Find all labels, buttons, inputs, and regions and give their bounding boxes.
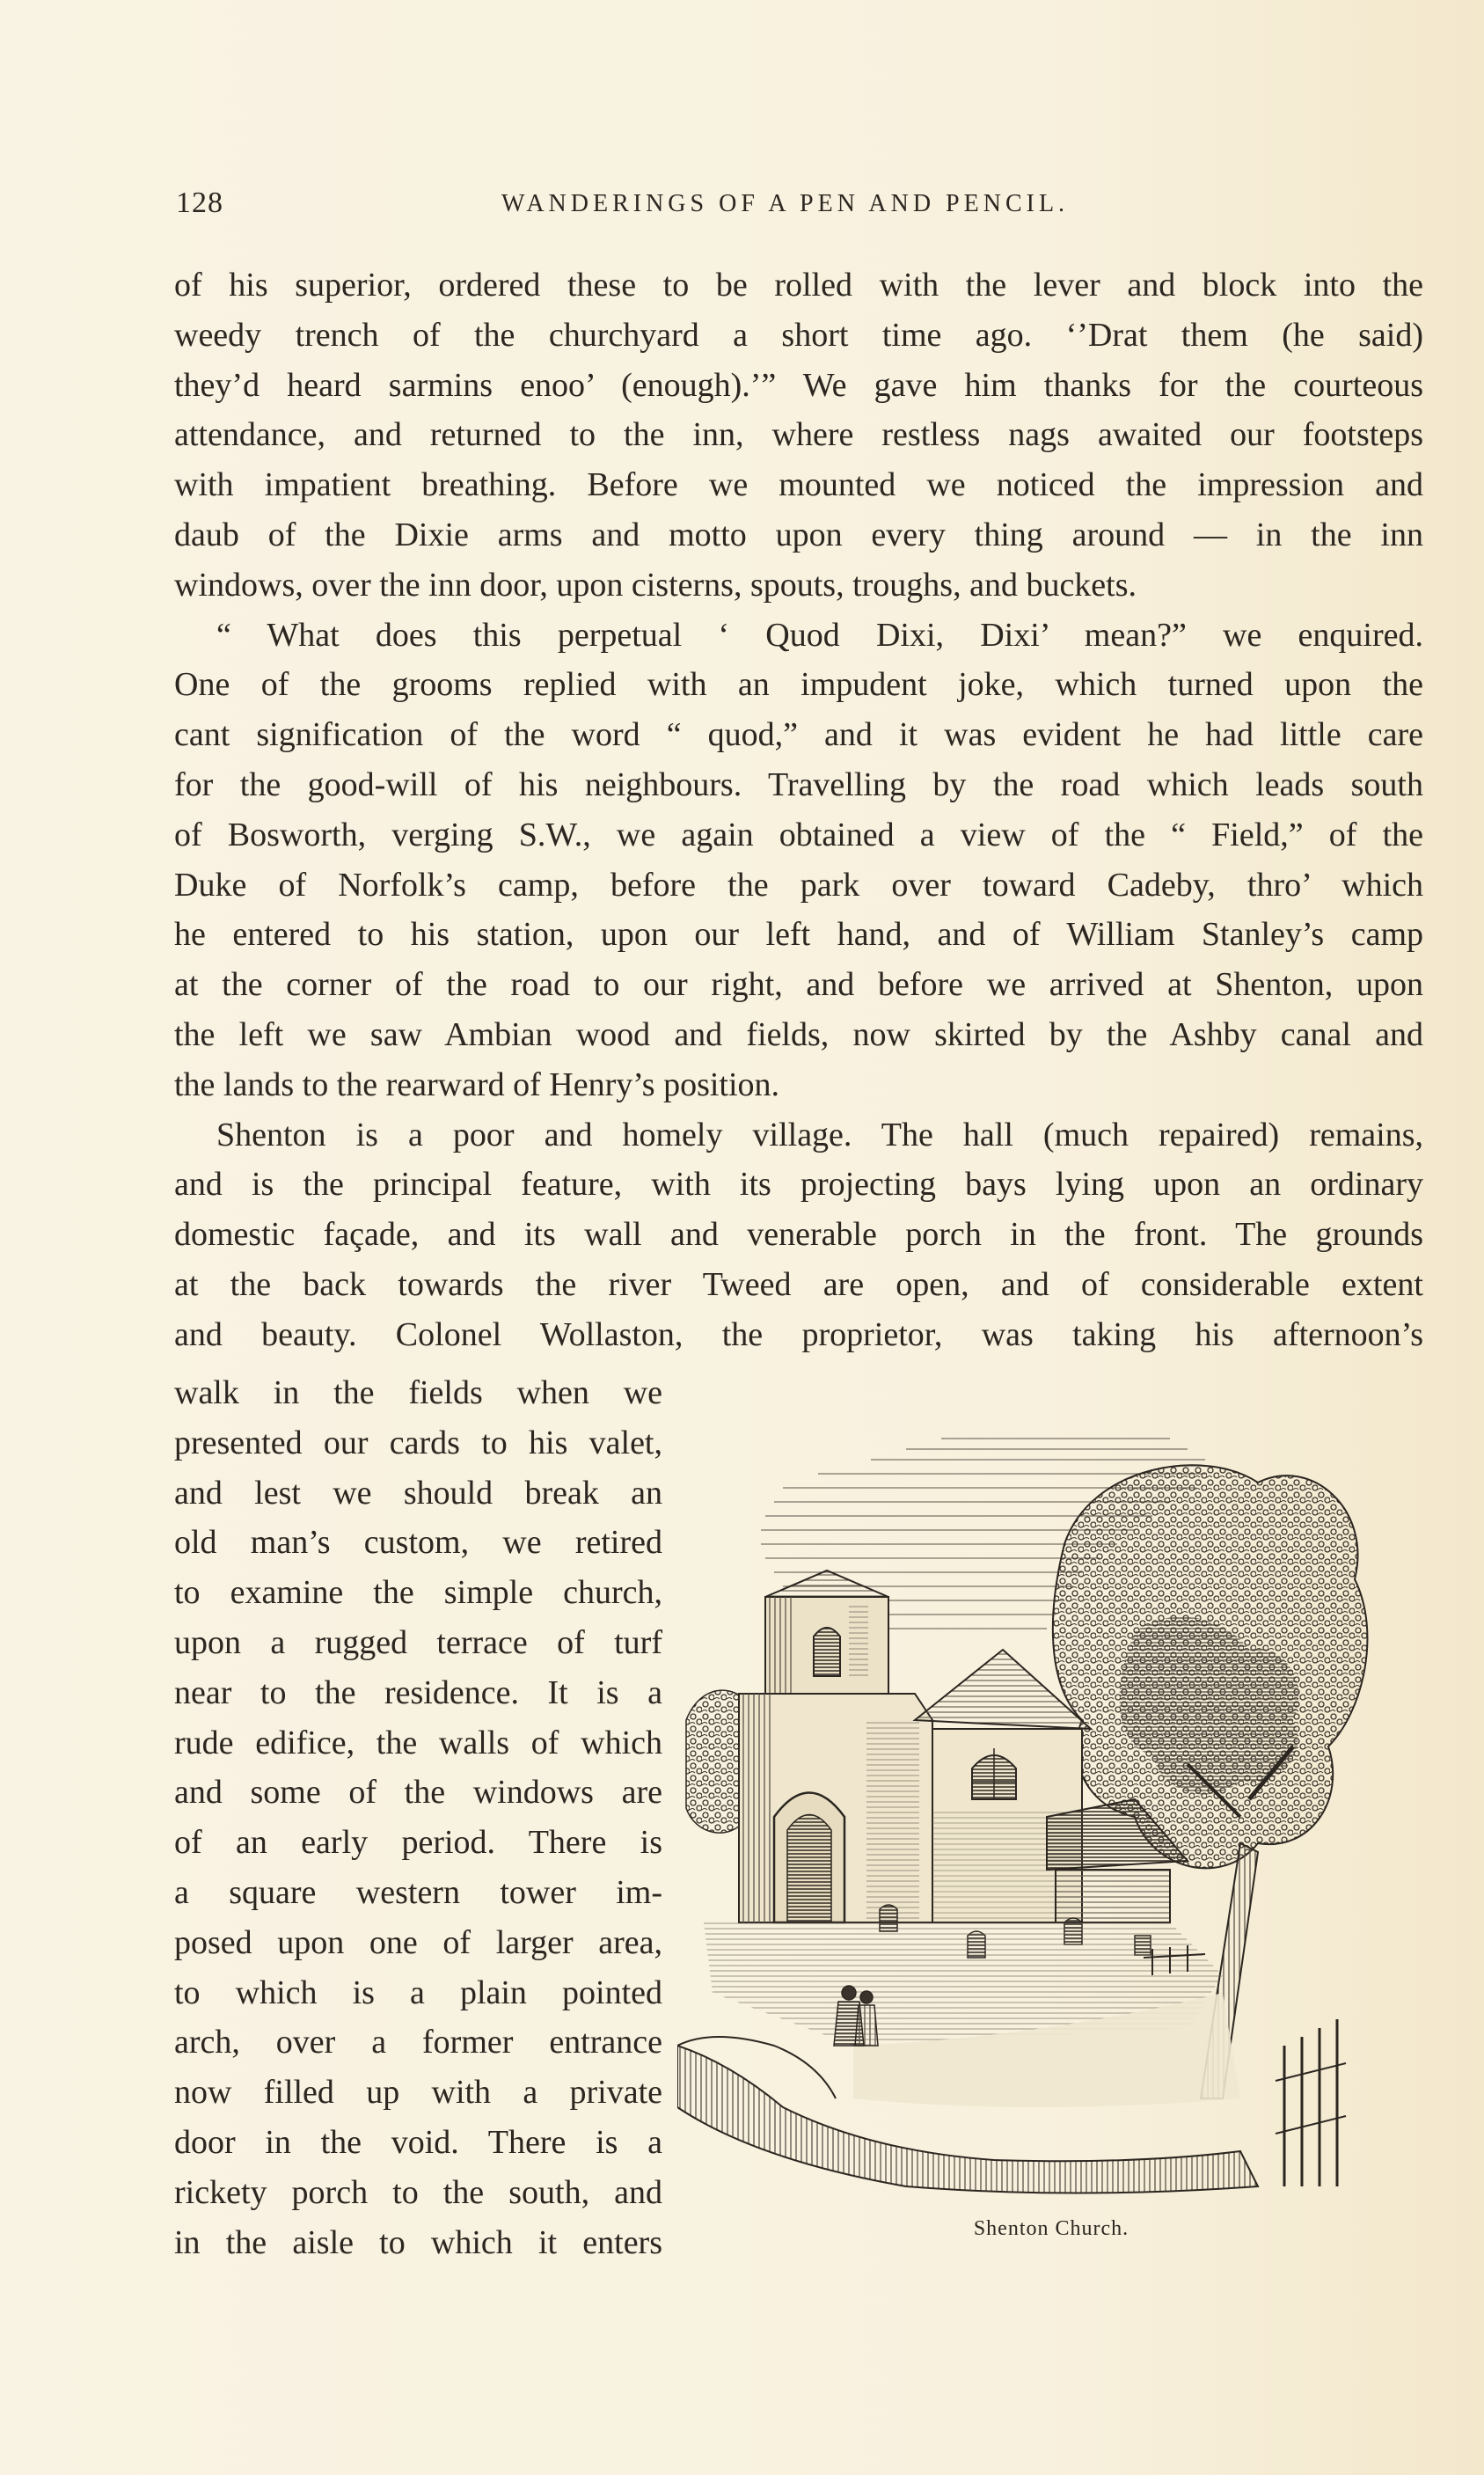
running-title: WANDERINGS OF A PEN AND PENCIL.	[501, 190, 1070, 217]
text-line: in the aisle to which it enters	[174, 2223, 662, 2261]
text-line: to examine the simple church,	[174, 1574, 662, 1612]
text-line: domestic façade, and its wall and venerable porch in the front. The grounds	[174, 1216, 1423, 1254]
text-line: weedy trench of the churchyard a short time ago. ‘’Drat them (he said)	[174, 316, 1423, 354]
body-text	[174, 260, 1423, 1360]
church-nave	[739, 1694, 932, 1922]
page-number: 128	[176, 187, 223, 219]
text-line: at the corner of the road to our right, and before we arrived at Shenton, upon	[174, 966, 1423, 1004]
narrow-column-text	[174, 1368, 662, 2267]
shenton-church-illustration	[677, 1430, 1381, 2204]
text-line: attendance, and returned to the inn, where restless nags awaited our footsteps	[174, 416, 1423, 454]
church-tower	[765, 1571, 888, 1694]
text-line: rickety porch to the south, and	[174, 2173, 662, 2211]
text-line: and is the principal feature, with its projecting bays lying upon an ordinary	[174, 1166, 1423, 1204]
figure-caption: Shenton Church.	[973, 2217, 1129, 2240]
fence	[1276, 2019, 1346, 2186]
text-line: now filled up with a private	[174, 2074, 662, 2112]
text-line: to which is a plain pointed	[174, 1973, 662, 2011]
text-line: they’d heard sarmins enoo’ (enough).’” We gave him thanks for the courteous	[174, 366, 1423, 404]
text-line: door in the void. There is a	[174, 2123, 662, 2161]
text-line: with impatient breathing. Before we mounted we noticed the impression and	[174, 466, 1423, 504]
text-line: near to the residence. It is a	[174, 1673, 662, 1711]
text-line: daub of the Dixie arms and motto upon every thing around — in the inn	[174, 516, 1423, 553]
text-line: the left we saw Ambian wood and fields, now skirted by the Ashby canal and	[174, 1015, 1423, 1053]
running-head	[176, 187, 1179, 231]
text-line: One of the grooms replied with an impudent joke, which turned upon the	[174, 666, 1423, 704]
text-line: for the good-will of his neighbours. Travelling by the road which leads south	[174, 765, 1423, 803]
text-line: at the back towards the river Tweed are open, and of considerable extent	[174, 1265, 1423, 1303]
text-line: Duke of Norfolk’s camp, before the park over toward Cadeby, thro’ which	[174, 866, 1423, 904]
text-line: walk in the fields when we	[174, 1374, 662, 1411]
text-line: of Bosworth, verging S.W., we again obtained a view of the “ Field,” of the	[174, 816, 1423, 853]
church-engraving	[677, 1430, 1381, 2204]
text-line: of an early period. There is	[174, 1824, 662, 1862]
text-line: cant signification of the word “ quod,” and it was evident he had little care	[174, 716, 1423, 754]
text-line: he entered to his station, upon our left hand, and of William Stanley’s camp	[174, 916, 1423, 954]
text-line: and some of the windows are	[174, 1774, 662, 1812]
text-line: upon a rugged terrace of turf	[174, 1623, 662, 1661]
text-line: windows, over the inn door, upon cisterns, spouts, troughs, and buckets.	[174, 566, 1137, 604]
text-line: and beauty. Colonel Wollaston, the proprietor, was taking his afternoon’s	[174, 1315, 1423, 1353]
text-line: “ What does this perpetual ‘ Quod Dixi, Dixi’ mean?” we enquired.	[216, 616, 1423, 654]
text-line: rude edifice, the walls of which	[174, 1724, 662, 1761]
text-line: a square western tower im-	[174, 1873, 662, 1911]
text-line: Shenton is a poor and homely village. The hall (much repaired) remains,	[216, 1116, 1423, 1153]
text-line: of his superior, ordered these to be rolled with the lever and block into the	[174, 267, 1423, 304]
text-line: arch, over a former entrance	[174, 2024, 662, 2061]
text-line: presented our cards to his valet,	[174, 1424, 662, 1461]
text-line: and lest we should break an	[174, 1474, 662, 1512]
text-line: posed upon one of larger area,	[174, 1923, 662, 1961]
text-line: old man’s custom, we retired	[174, 1524, 662, 1562]
text-line: the lands to the rearward of Henry’s position.	[174, 1065, 780, 1103]
